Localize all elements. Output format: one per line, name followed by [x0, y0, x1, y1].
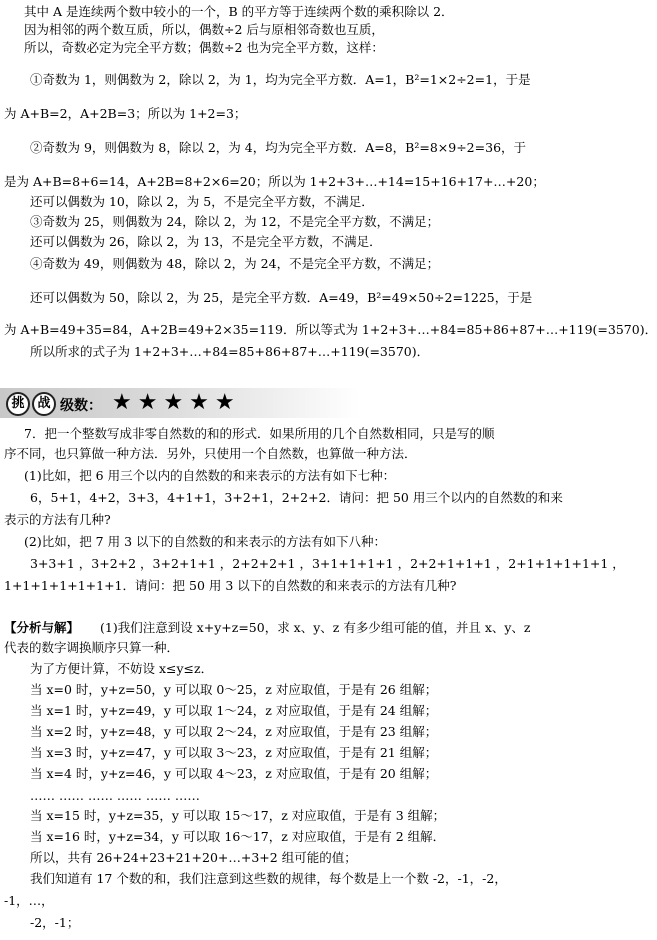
analysis-line-2: 代表的数字调换顺序只算一种． — [4, 640, 180, 655]
case-3-line-1: ③奇数为 25，则偶数为 24，除以 2，为 12，不是完全平方数，不满足； — [30, 214, 440, 229]
case-4-line-2: 还可以偶数为 50，除以 2，为 25，是完全平方数．A=49，B²=49×50÷2=1225，于是 — [30, 290, 533, 305]
analysis-line-11: 当 x=16 时，y+z=34，y 可以取 16～17，z 对应取值，于是有 2 组解． — [30, 829, 446, 844]
problem-line-3: (1)比如，把 6 用三个以内的自然数的和来表示的方法有如下七种： — [24, 468, 396, 483]
analysis-line-10: 当 x=15 时，y+z=35，y 可以取 15～17，z 对应取值，于是有 3 组解； — [30, 808, 446, 823]
analysis-ellipsis: …… …… …… …… …… …… — [30, 788, 200, 803]
problem-line-7: 3+3+1 ，3+2+2 ，3+2+1+1 ，2+2+2+1 ，3+1+1+1+1 ，2+2+1+1+1 ，2+1+1+1+1+1 ， — [30, 556, 625, 571]
case-1-line-1: ①奇数为 1，则偶数为 2，除以 2，为 1，均为完全平方数．A=1，B²=1×2÷2=1，于是 — [30, 72, 531, 87]
intro-line-2: 因为相邻的两个数互质，所以，偶数÷2 后与原相邻奇数也互质， — [24, 22, 384, 37]
case-4-line-3: 为 A+B=49+35=84，A+2B=49+2×35=119．所以等式为 1+2+3+…+84=85+86+87+…+119(=3570)． — [4, 322, 657, 337]
problem-line-4: 6，5+1，4+2，3+3，4+1+1，3+2+1，2+2+2．请问：把 50 用三个以内的自然数的和来 — [30, 490, 563, 505]
analysis-line-12: 所以，共有 26+24+23+21+20+…+3+2 组可能的值； — [30, 850, 357, 865]
case-3-line-2: 还可以偶数为 26，除以 2，为 13，不是完全平方数，不满足． — [30, 234, 382, 249]
analysis-line-6: 当 x=2 时，y+z=48，y 可以取 2～24，z 对应取值，于是有 23 组解； — [30, 724, 438, 739]
analysis-line-4: 当 x=0 时，y+z=50，y 可以取 0～25，z 对应取值，于是有 26 组解； — [30, 682, 438, 697]
analysis-line-8: 当 x=4 时，y+z=46，y 可以取 4～23，z 对应取值，于是有 20 组解； — [30, 766, 438, 781]
analysis-line-5: 当 x=1 时，y+z=49，y 可以取 1～24，z 对应取值，于是有 24 组解； — [30, 703, 438, 718]
challenge-badge-1: 挑 — [6, 392, 30, 416]
conclusion-line: 所以所求的式子为 1+2+3+…+84=85+86+87+…+119(=3570)． — [30, 344, 430, 359]
analysis-line-3: 为了方便计算，不妨设 x≤y≤z． — [30, 661, 214, 676]
case-4-line-1: ④奇数为 49，则偶数为 48，除以 2，为 24，不是完全平方数，不满足； — [30, 256, 440, 271]
problem-line-1: 7．把一个整数写成非零自然数的和的形式．如果所用的几个自然数相同，只是写的顺 — [24, 426, 495, 441]
intro-line-1: 其中 A 是连续两个数中较小的一个，B 的平方等于连续两个数的乘积除以 2． — [24, 4, 454, 19]
problem-line-5: 表示的方法有几种? — [4, 512, 111, 527]
analysis-line-7: 当 x=3 时，y+z=47，y 可以取 3～23，z 对应取值，于是有 21 组解； — [30, 745, 438, 760]
analysis-line-13: 我们知道有 17 个数的和，我们注意到这些数的规律，每个数是上一个数 -2，-1，-2， — [30, 871, 507, 886]
challenge-badge-2: 战 — [32, 392, 56, 416]
analysis-heading: 【分析与解】 — [4, 620, 80, 635]
case-2-line-2: 是为 A+B=8+6=14，A+2B=8+2×6=20；所以为 1+2+3+…+14=15+16+17+…+20； — [4, 174, 545, 189]
case-2-line-3: 还可以偶数为 10，除以 2，为 5，不是完全平方数，不满足． — [30, 194, 374, 209]
analysis-line-14: -1，…， — [4, 893, 54, 908]
problem-line-8: 1+1+1+1+1+1+1．请问：把 50 用 3 以下的自然数的和来表示的方法有几种? — [4, 578, 457, 593]
analysis-line-15: -2，-1； — [30, 915, 80, 930]
case-2-line-1: ②奇数为 9，则偶数为 8，除以 2，为 4，均为完全平方数．A=8，B²=8×9÷2=36，于 — [30, 140, 527, 155]
case-1-line-2: 为 A+B=2，A+2B=3；所以为 1+2=3； — [4, 106, 247, 121]
problem-line-2: 序不同，也只算做一种方法．另外，只使用一个自然数，也算做一种方法． — [4, 446, 417, 461]
problem-line-6: (2)比如，把 7 用 3 以下的自然数的和来表示的方法有如下八种： — [24, 534, 387, 549]
level-label: 级数： — [60, 398, 102, 414]
intro-line-3: 所以，奇数必定为完全平方数；偶数÷2 也为完全平方数，这样： — [24, 40, 384, 55]
analysis-line-1: (1)我们注意到设 x+y+z=50，求 x、y、z 有多少组可能的值，并且 x、y、z — [100, 620, 531, 635]
difficulty-stars-icon: ★★★★★ — [112, 390, 241, 415]
